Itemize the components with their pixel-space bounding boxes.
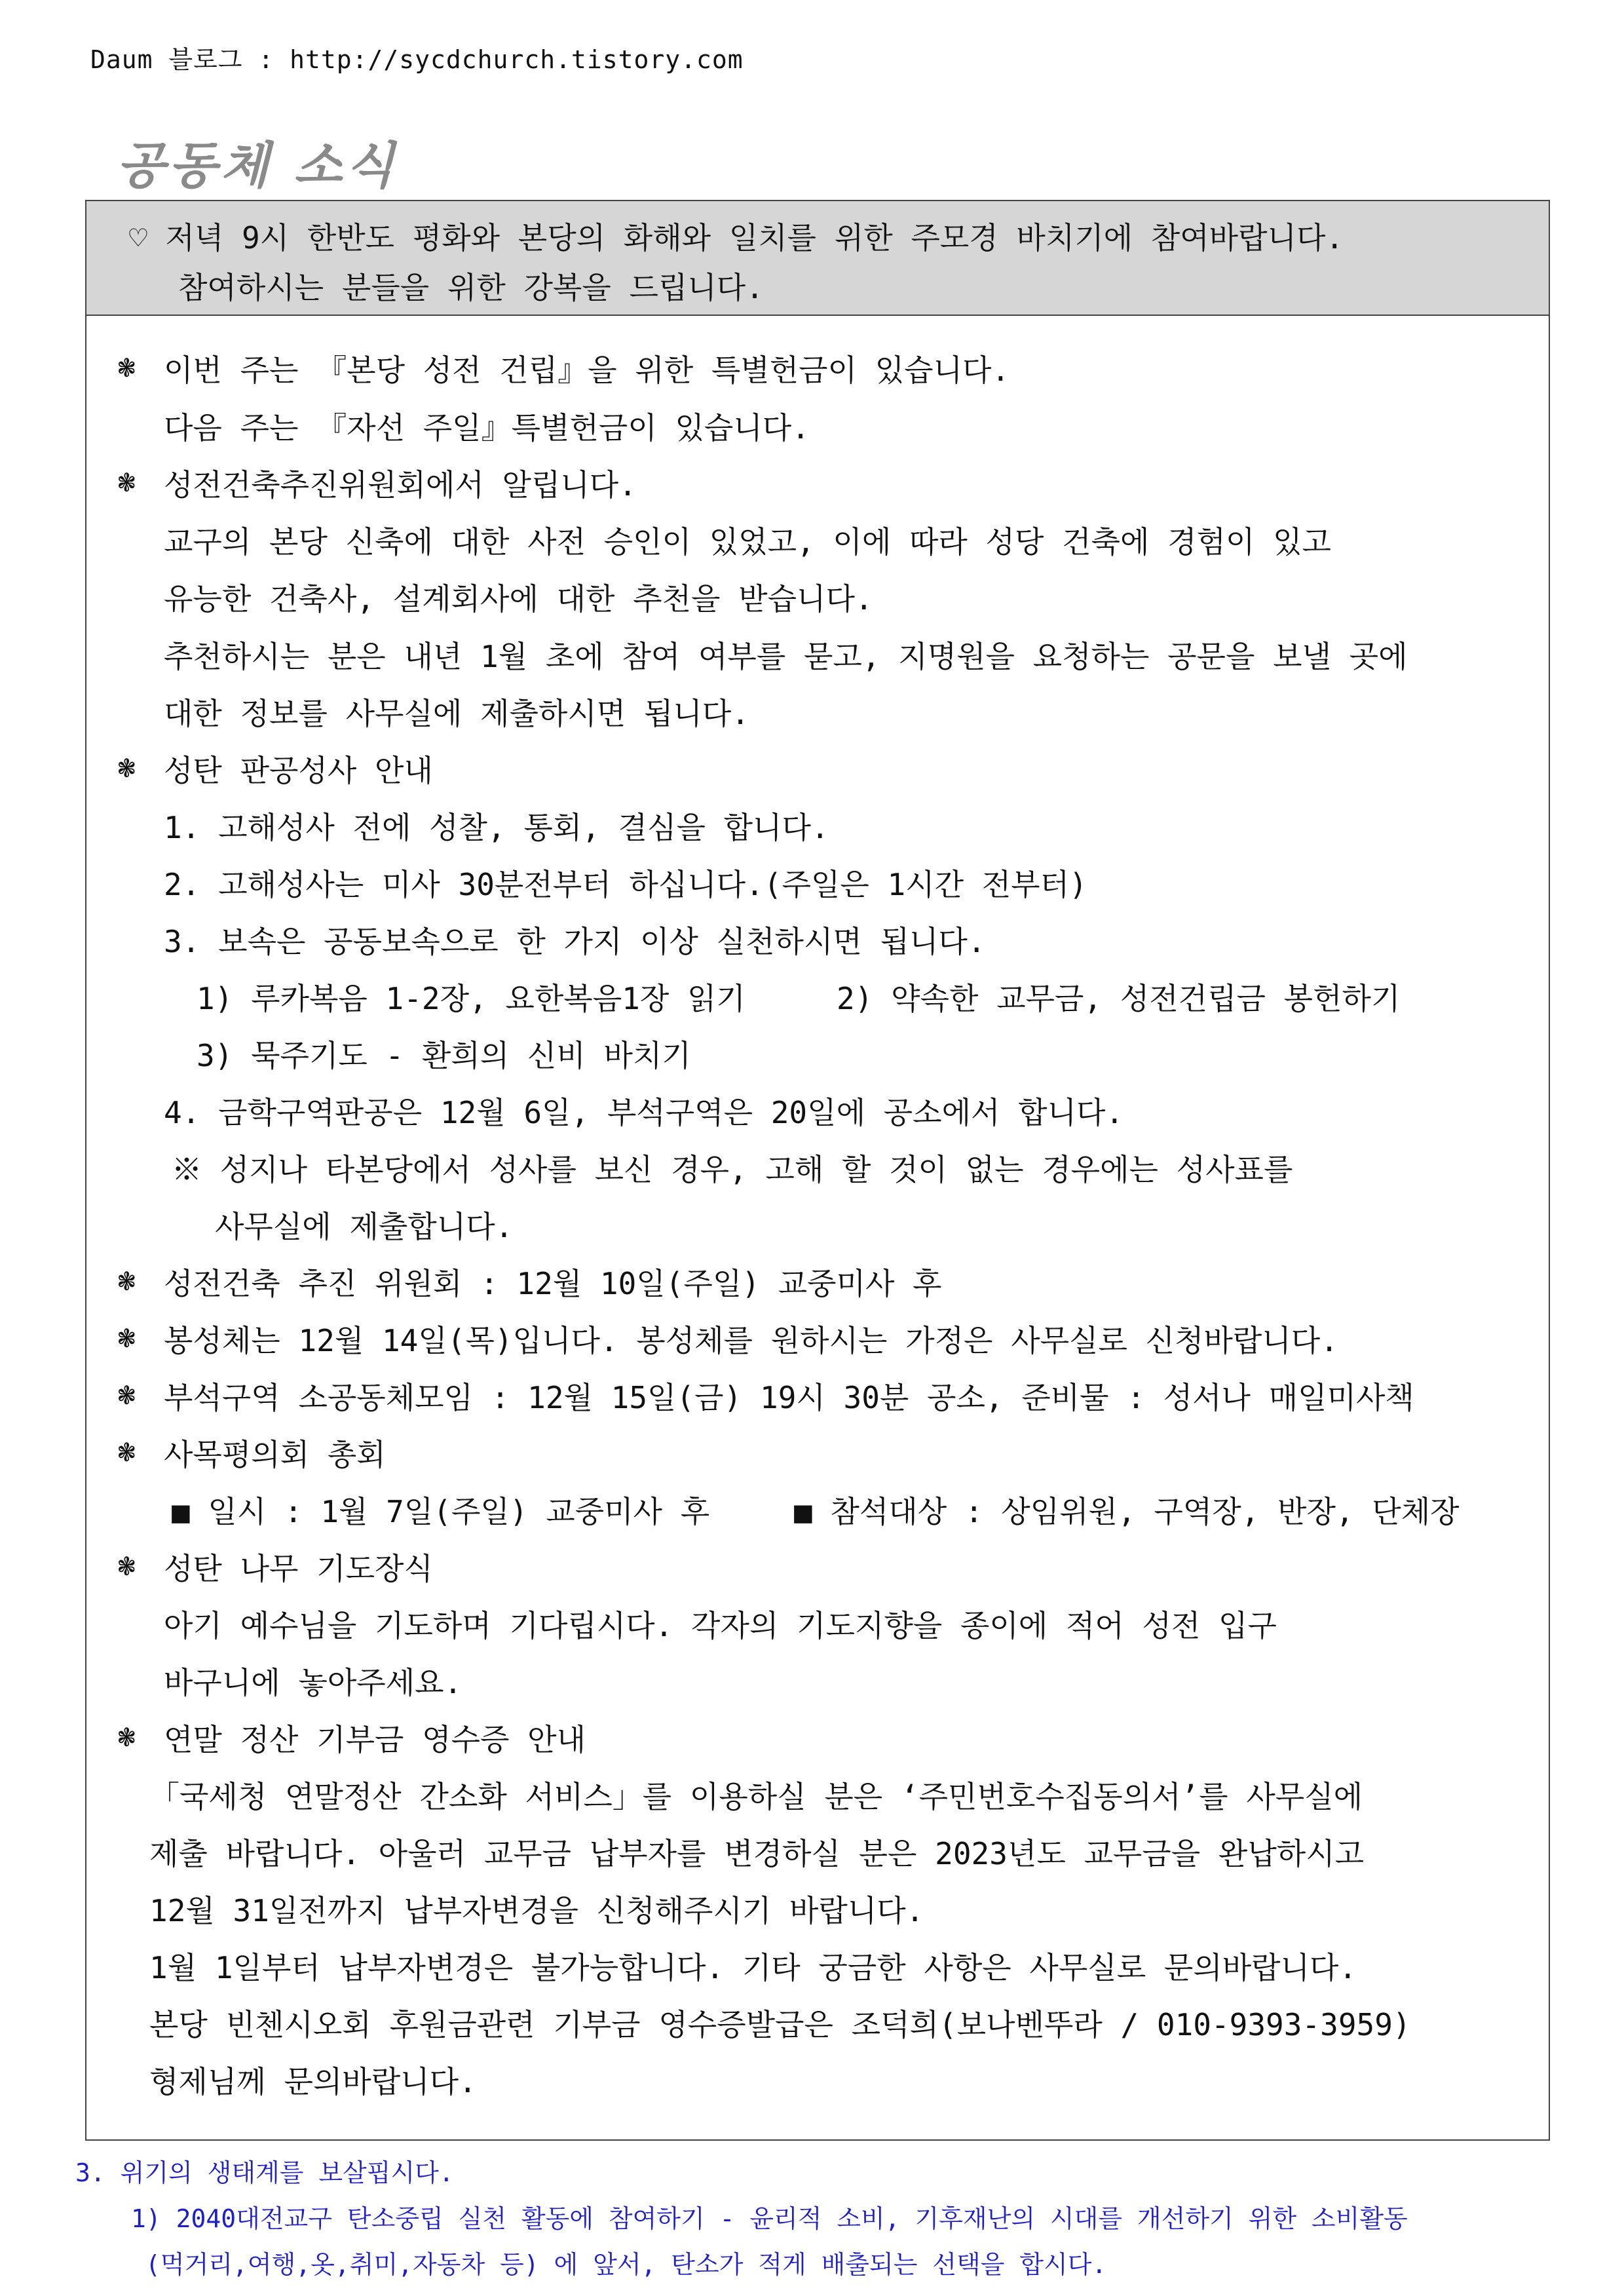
tree-line-2: 바구니에 놓아주세요. xyxy=(164,1665,463,1700)
flower-bullet-icon: ❃ xyxy=(118,1378,136,1411)
confession-option-1: 1) 루카복음 1-2장, 요한복음1장 읽기 xyxy=(197,981,746,1016)
flower-bullet-icon: ❃ xyxy=(118,751,136,784)
tree-heading: 성탄 나무 기도장식 xyxy=(164,1551,433,1586)
prayer-notice-line-2: 참여하시는 분들을 위한 강복을 드립니다. xyxy=(178,270,764,305)
tax-line-3: 12월 31일전까지 납부자변경을 신청해주시기 바랍니다. xyxy=(149,1893,924,1928)
tax-line-5: 본당 빈첸시오회 후원금관련 기부금 영수증발급은 조덕희(보나벤뚜라 / 010-9393-3959) xyxy=(149,2007,1411,2042)
committee-line-3: 추천하시는 분은 내년 1월 초에 참여 여부를 묻고, 지명원을 요청하는 공문을 보낼 곳에 xyxy=(164,639,1408,674)
blog-source-line: Daum 블로그 : http://sycdchurch.tistory.com xyxy=(90,45,744,74)
confession-line-3: 3. 보속은 공동보속으로 한 가지 이상 실천하시면 됩니다. xyxy=(164,924,986,959)
flower-bullet-icon: ❃ xyxy=(118,351,136,384)
ecology-heading: 3. 위기의 생태계를 보살핍시다. xyxy=(75,2158,454,2187)
flower-bullet-icon: ❃ xyxy=(118,1549,136,1582)
confession-line-4: 4. 금학구역판공은 12월 6일, 부석구역은 20일에 공소에서 합니다. xyxy=(164,1095,1124,1130)
small-community-meeting: 부석구역 소공동체모임 : 12월 15일(금) 19시 30분 공소, 준비물 : 성서나 매일미사책 xyxy=(164,1380,1414,1415)
offering-line-1: 이번 주는 『본당 성전 건립』을 위한 특별헌금이 있습니다. xyxy=(164,353,1010,388)
confession-note-1: ※ 성지나 타본당에서 성사를 보신 경우, 고해 할 것이 없는 경우에는 성사표를 xyxy=(172,1152,1293,1187)
confession-option-2: 2) 약속한 교무금, 성전건립금 봉헌하기 xyxy=(837,981,1401,1016)
eucharist-notice: 봉성체는 12월 14일(목)입니다. 봉성체를 원하시는 가정은 사무실로 신청바랍니다. xyxy=(164,1323,1338,1358)
flower-bullet-icon: ❃ xyxy=(118,1321,136,1354)
council-heading: 사목평의회 총회 xyxy=(164,1437,386,1472)
flower-bullet-icon: ❃ xyxy=(118,1264,136,1297)
page-title: 공동체 소식 xyxy=(117,136,398,195)
tax-line-4: 1월 1일부터 납부자변경은 불가능합니다. 기타 궁금한 사항은 사무실로 문의바랍니다. xyxy=(149,1950,1357,1985)
confession-option-3: 3) 묵주기도 - 환희의 신비 바치기 xyxy=(197,1038,691,1073)
committee-heading: 성전건축추진위원회에서 알립니다. xyxy=(164,467,637,503)
confession-line-1: 1. 고해성사 전에 성찰, 통회, 결심을 합니다. xyxy=(164,810,829,845)
ecology-line-2: (먹거리,여행,옷,취미,자동차 등) 에 앞서, 탄소가 적게 배출되는 선택을 합시다. xyxy=(145,2250,1107,2279)
confession-heading: 성탄 판공성사 안내 xyxy=(164,753,433,788)
tax-line-6: 형제님께 문의바랍니다. xyxy=(149,2064,477,2099)
tax-line-2: 제출 바랍니다. 아울러 교무금 납부자를 변경하실 분은 2023년도 교무금을 완납하시고 xyxy=(149,1836,1365,1871)
tax-heading: 연말 정산 기부금 영수증 안내 xyxy=(164,1722,586,1757)
flower-bullet-icon: ❃ xyxy=(118,465,136,499)
council-date: ■ 일시 : 1월 7일(주일) 교중미사 후 xyxy=(172,1494,710,1529)
offering-line-2: 다음 주는 『자선 주일』특별헌금이 있습니다. xyxy=(164,410,810,446)
prayer-notice xyxy=(86,201,1549,316)
confession-note-2: 사무실에 제출합니다. xyxy=(215,1209,514,1244)
committee-meeting: 성전건축 추진 위원회 : 12월 10일(주일) 교중미사 후 xyxy=(164,1266,942,1301)
prayer-notice-line-1: ♡ 저녁 9시 한반도 평화와 본당의 화해와 일치를 위한 주모경 바치기에 참여바랍니다. xyxy=(129,220,1344,256)
flower-bullet-icon: ❃ xyxy=(118,1435,136,1468)
ecology-line-1: 1) 2040대전교구 탄소중립 실천 활동에 참여하기 - 윤리적 소비, 기후재난의 시대를 개선하기 위한 소비활동 xyxy=(131,2204,1408,2233)
news-box xyxy=(85,200,1550,2141)
committee-line-4: 대한 정보를 사무실에 제출하시면 됩니다. xyxy=(164,696,749,731)
committee-line-2: 유능한 건축사, 설계회사에 대한 추천을 받습니다. xyxy=(164,581,873,617)
tree-line-1: 아기 예수님을 기도하며 기다립시다. 각자의 기도지향을 종이에 적어 성전 입구 xyxy=(164,1608,1277,1643)
confession-line-2: 2. 고해성사는 미사 30분전부터 하십니다.(주일은 1시간 전부터) xyxy=(164,867,1087,902)
committee-line-1: 교구의 본당 신축에 대한 사전 승인이 있었고, 이에 따라 성당 건축에 경험이 있고 xyxy=(164,524,1331,560)
tax-line-1: 「국세청 연말정산 간소화 서비스」를 이용하실 분은 ‘주민번호수집동의서’를 사무실에 xyxy=(149,1779,1363,1814)
council-attendees: ■ 참석대상 : 상임위원, 구역장, 반장, 단체장 xyxy=(794,1494,1460,1529)
flower-bullet-icon: ❃ xyxy=(118,1720,136,1753)
